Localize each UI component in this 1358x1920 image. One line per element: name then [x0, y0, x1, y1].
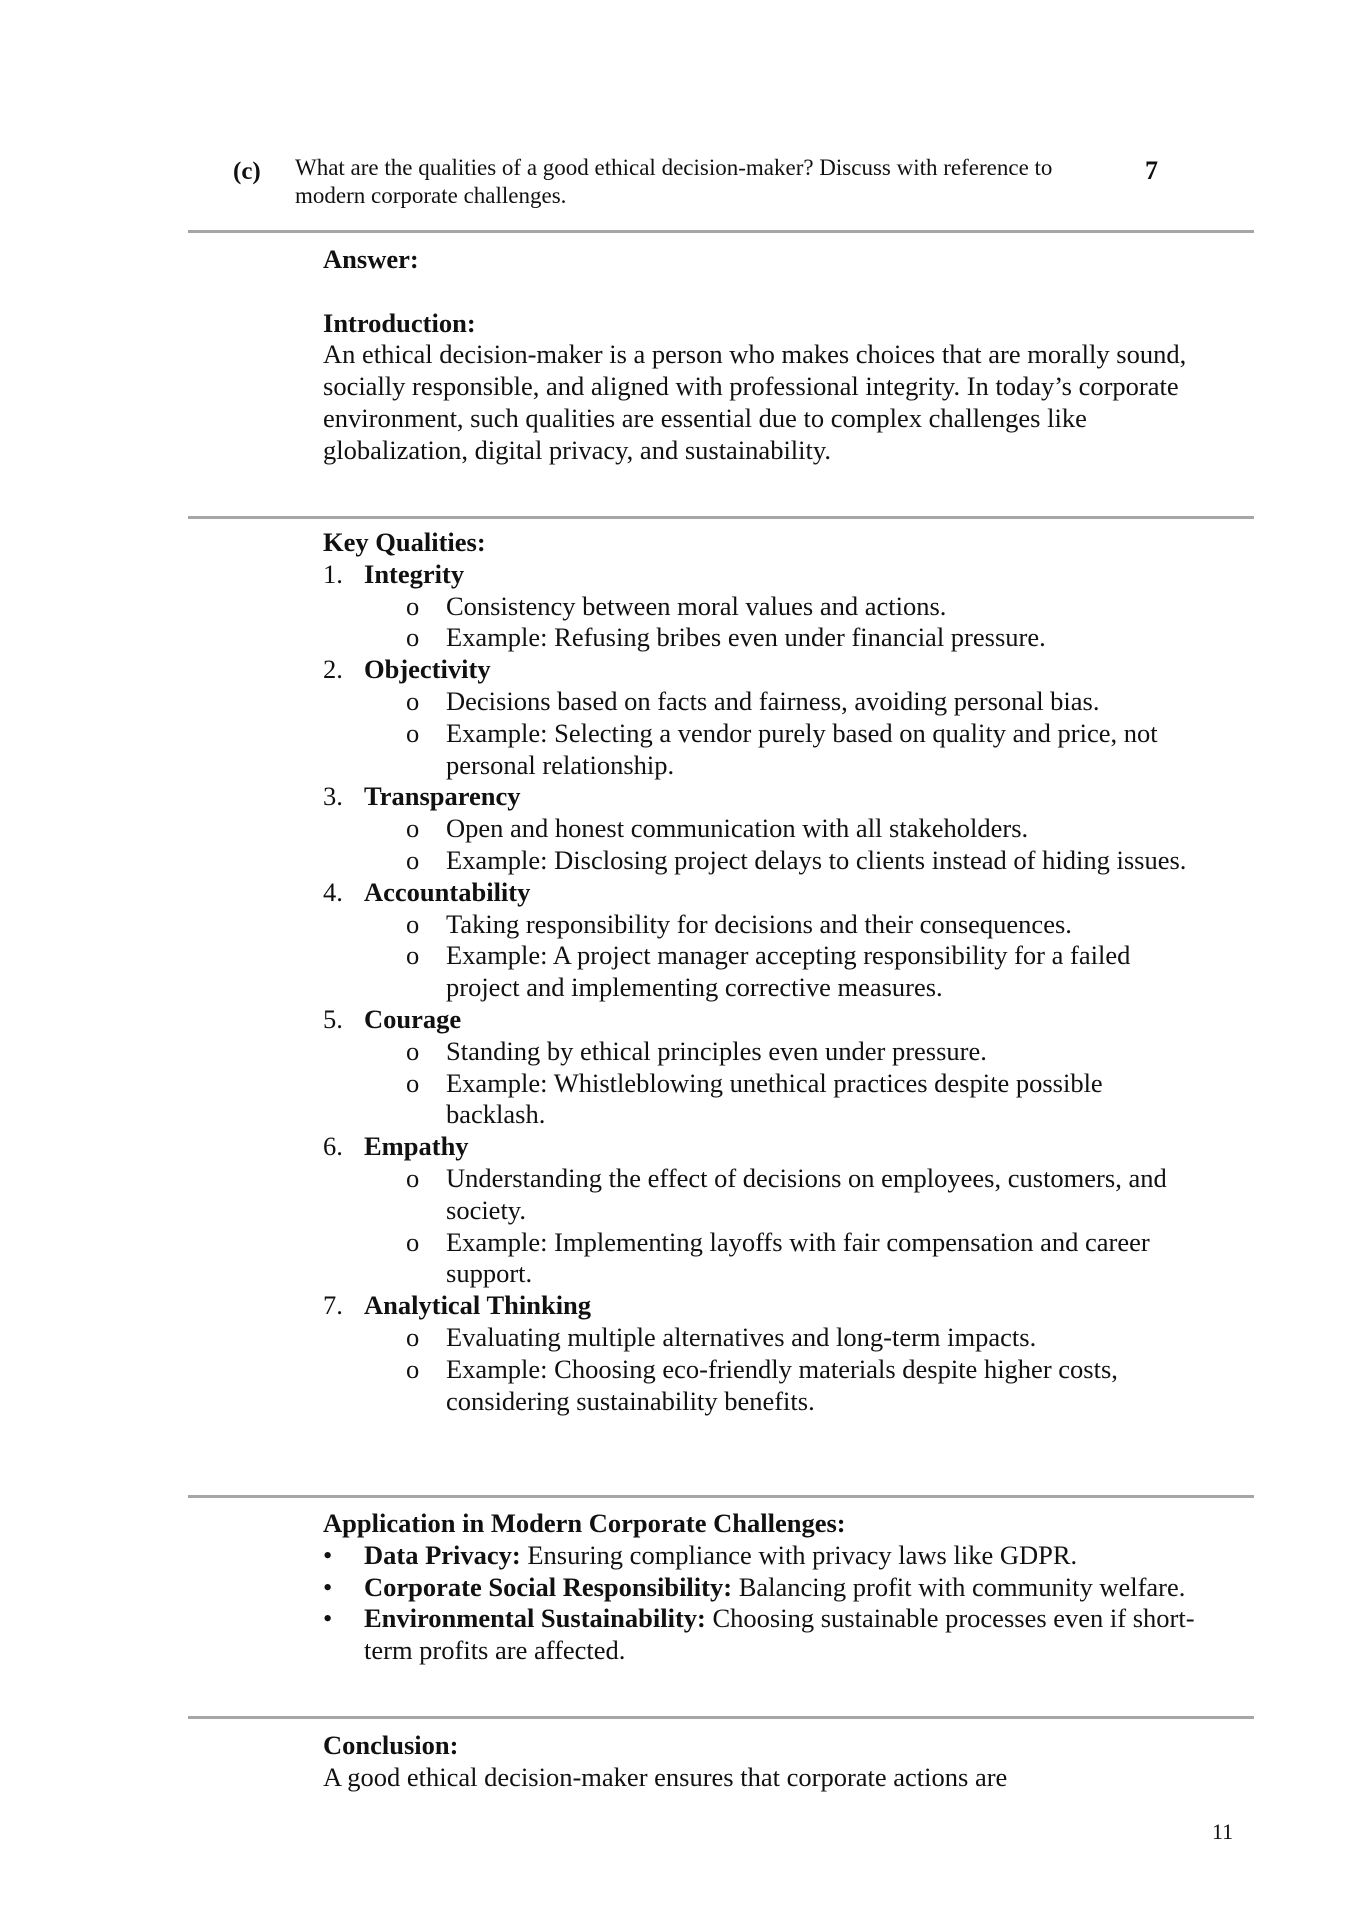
quality-point [323, 686, 1203, 718]
bullet-icon: • [323, 1603, 333, 1634]
quality-point-text: Open and honest communication with all stakeholders. [446, 813, 1029, 844]
divider [188, 516, 1254, 519]
quality-number: 3. [323, 781, 343, 812]
quality-point [323, 1322, 1203, 1354]
quality-number: 1. [323, 558, 343, 589]
quality-point-text: Example: A project manager accepting responsibility for a failed project and implementing corrective measures. [446, 940, 1131, 1003]
quality-point-text: Example: Implementing layoffs with fair compensation and career support. [446, 1226, 1150, 1289]
circle-bullet-icon: o [406, 1353, 420, 1384]
circle-bullet-icon: o [406, 1226, 420, 1257]
quality-item [323, 559, 1203, 591]
application-text: Ensuring compliance with privacy laws like GDPR. [520, 1539, 1078, 1570]
quality-number: 5. [323, 1003, 343, 1034]
question-text: What are the qualities of a good ethical decision-maker? Discuss with reference to modern corporate challenges. [295, 155, 1053, 208]
quality-number: 4. [323, 876, 343, 907]
circle-bullet-icon: o [406, 1321, 420, 1352]
quality-title: Courage [364, 1003, 462, 1034]
qualities-list [323, 559, 1203, 1418]
answer-heading: Answer: [323, 244, 419, 274]
divider [188, 1716, 1254, 1719]
quality-title: Objectivity [364, 654, 491, 685]
quality-point [323, 1354, 1203, 1418]
quality-item [323, 1004, 1203, 1036]
question-label: (c) [233, 158, 261, 185]
key-qualities-section [323, 527, 1203, 1417]
conclusion-section [323, 1730, 1203, 1794]
application-list [323, 1540, 1203, 1667]
circle-bullet-icon: o [406, 908, 420, 939]
circle-bullet-icon: o [406, 1162, 420, 1193]
quality-point-text: Consistency between moral values and actions. [446, 590, 947, 621]
quality-point-text: Example: Choosing eco-friendly materials despite higher costs, considering sustainability benefits. [446, 1353, 1118, 1416]
quality-number: 6. [323, 1131, 343, 1162]
key-qualities-heading: Key Qualities: [323, 527, 486, 557]
page-number: 11 [1212, 1819, 1234, 1844]
divider [188, 1495, 1254, 1498]
quality-item [323, 1131, 1203, 1163]
quality-point [323, 909, 1203, 941]
conclusion-heading: Conclusion: [323, 1730, 459, 1760]
application-item [323, 1540, 1203, 1572]
quality-number: 2. [323, 654, 343, 685]
quality-point [323, 940, 1203, 1004]
application-label: Data Privacy: [364, 1539, 521, 1570]
quality-number: 7. [323, 1290, 343, 1321]
conclusion-text: A good ethical decision-maker ensures that corporate actions are [323, 1761, 1008, 1792]
quality-point-text: Understanding the effect of decisions on employees, customers, and society. [446, 1162, 1167, 1225]
quality-item [323, 781, 1203, 813]
answer-intro-section [323, 244, 1203, 467]
quality-point [323, 845, 1203, 877]
quality-title: Transparency [364, 781, 521, 812]
circle-bullet-icon: o [406, 1035, 420, 1066]
circle-bullet-icon: o [406, 844, 420, 875]
quality-point-text: Example: Whistleblowing unethical practices despite possible backlash. [446, 1067, 1103, 1130]
quality-point [323, 591, 1203, 623]
quality-point [323, 1227, 1203, 1291]
quality-point-text: Example: Disclosing project delays to clients instead of hiding issues. [446, 844, 1187, 875]
quality-title: Integrity [364, 558, 465, 589]
quality-point [323, 622, 1203, 654]
question-marks: 7 [1145, 156, 1158, 185]
quality-item [323, 1290, 1203, 1322]
quality-item [323, 654, 1203, 686]
quality-point-text: Example: Refusing bribes even under financial pressure. [446, 622, 1046, 653]
quality-point [323, 1068, 1203, 1132]
quality-item [323, 877, 1203, 909]
application-section [323, 1508, 1203, 1667]
introduction-text: An ethical decision-maker is a person who makes choices that are morally sound, socially responsible, and aligned with professional integrity. In today’s corporate environment, such qualities are essential due to complex challenges like globalization, digital privacy, and sustainability. [323, 339, 1187, 465]
quality-point-text: Standing by ethical principles even under pressure. [446, 1035, 987, 1066]
quality-point-text: Evaluating multiple alternatives and long-term impacts. [446, 1321, 1037, 1352]
application-item [323, 1603, 1203, 1667]
circle-bullet-icon: o [406, 813, 420, 844]
quality-title: Analytical Thinking [364, 1290, 592, 1321]
circle-bullet-icon: o [406, 717, 420, 748]
quality-point-text: Decisions based on facts and fairness, avoiding personal bias. [446, 685, 1100, 716]
quality-point-text: Example: Selecting a vendor purely based on quality and price, not personal relationship. [446, 717, 1158, 780]
application-heading: Application in Modern Corporate Challenges: [323, 1508, 846, 1538]
introduction-heading: Introduction: [323, 307, 476, 338]
divider [188, 230, 1254, 233]
quality-point [323, 718, 1203, 782]
quality-title: Accountability [364, 876, 531, 907]
application-label: Environmental Sustainability: [364, 1603, 706, 1634]
circle-bullet-icon: o [406, 590, 420, 621]
bullet-icon: • [323, 1539, 333, 1570]
application-label: Corporate Social Responsibility: [364, 1571, 733, 1602]
circle-bullet-icon: o [406, 685, 420, 716]
circle-bullet-icon: o [406, 940, 420, 971]
quality-point-text: Taking responsibility for decisions and their consequences. [446, 908, 1072, 939]
application-text: Choosing sustainable processes even if short-term profits are affected. [364, 1603, 1195, 1666]
quality-point [323, 813, 1203, 845]
application-text: Balancing profit with community welfare. [732, 1571, 1186, 1602]
application-item [323, 1572, 1203, 1604]
circle-bullet-icon: o [406, 622, 420, 653]
quality-point [323, 1163, 1203, 1227]
circle-bullet-icon: o [406, 1067, 420, 1098]
quality-title: Empathy [364, 1131, 469, 1162]
bullet-icon: • [323, 1571, 333, 1602]
quality-point [323, 1036, 1203, 1068]
